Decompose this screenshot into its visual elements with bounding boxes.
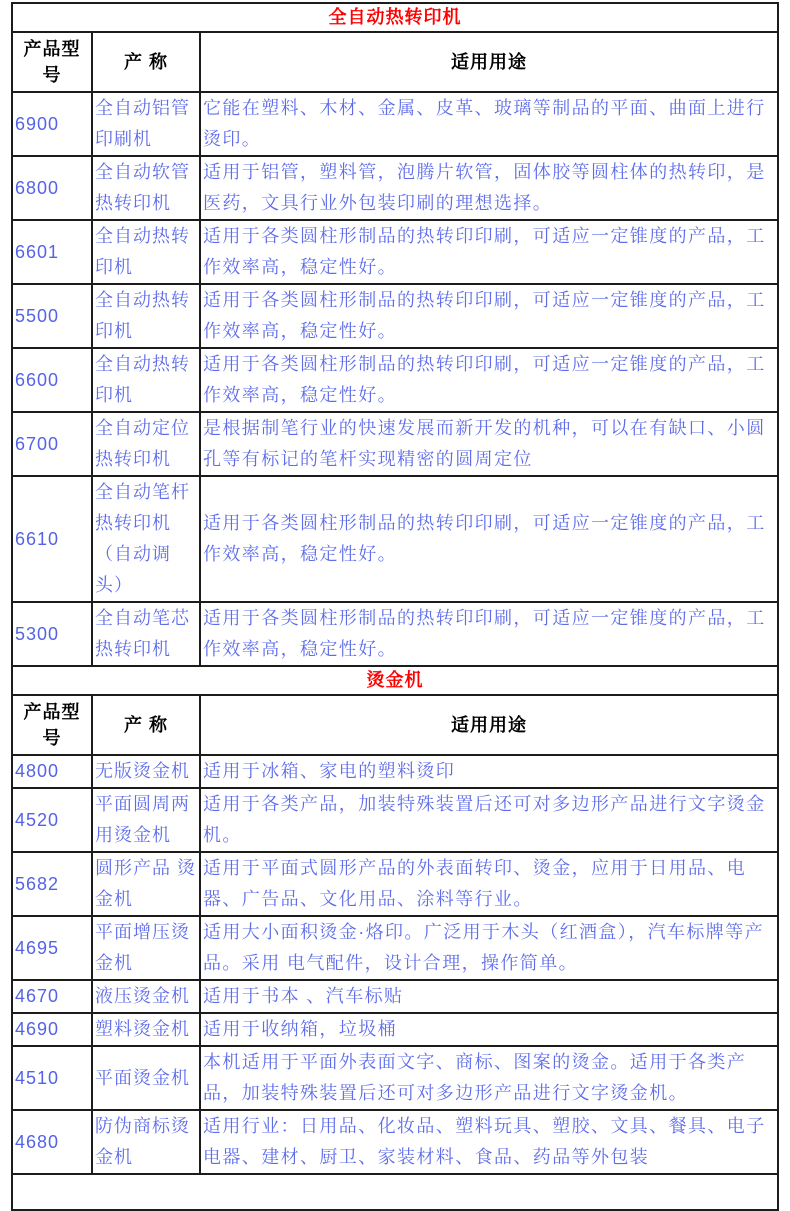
row-4690 — [12, 1013, 778, 1046]
row-4520 — [12, 788, 778, 852]
row-4695 — [12, 916, 778, 980]
usage-cell: 适用于收纳箱，垃圾桶 — [200, 1013, 778, 1046]
column-header-row — [12, 695, 778, 755]
usage-cell: 适用于各类圆柱形制品的热转印印刷，可适应一定锥度的产品，工作效率高，稳定性好。 — [200, 348, 778, 412]
model-cell: 4800 — [12, 755, 92, 788]
product-name-cell: 全自动铝管印刷机 — [92, 92, 200, 156]
row-6800 — [12, 156, 778, 220]
product-name-cell: 全自动笔杆热转印机（自动调头） — [92, 476, 200, 602]
product-name-cell: 全自动热转印机 — [92, 348, 200, 412]
column-header-row — [12, 32, 778, 92]
section-title-row — [12, 666, 778, 695]
product-table — [11, 2, 779, 1211]
partial-empty-cell — [12, 1174, 778, 1210]
model-cell: 4520 — [12, 788, 92, 852]
column-header-model: 产品型号 — [12, 32, 92, 92]
usage-cell: 适用于书本 、汽车标贴 — [200, 980, 778, 1013]
usage-cell: 适用大小面积烫金·烙印。广泛用于木头（红酒盒），汽车标牌等产品。采用 电气配件，设计合理，操作简单。 — [200, 916, 778, 980]
product-name-cell: 全自动笔芯热转印机 — [92, 602, 200, 666]
model-cell: 6800 — [12, 156, 92, 220]
row-4800 — [12, 755, 778, 788]
usage-cell: 适用于平面式圆形产品的外表面转印、烫金，应用于日用品、电器、广告品、文化用品、涂料等行业。 — [200, 852, 778, 916]
model-cell: 6700 — [12, 412, 92, 476]
row-5300 — [12, 602, 778, 666]
column-header-name: 产 称 — [92, 32, 200, 92]
row-4670 — [12, 980, 778, 1013]
row-4510 — [12, 1046, 778, 1110]
usage-cell: 适用于各类圆柱形制品的热转印印刷，可适应一定锥度的产品，工作效率高，稳定性好。 — [200, 476, 778, 602]
usage-cell: 适用于各类圆柱形制品的热转印印刷，可适应一定锥度的产品，工作效率高，稳定性好。 — [200, 284, 778, 348]
product-name-cell: 塑料烫金机 — [92, 1013, 200, 1046]
model-cell: 6600 — [12, 348, 92, 412]
usage-cell: 适用于各类圆柱形制品的热转印印刷，可适应一定锥度的产品，工作效率高，稳定性好。 — [200, 602, 778, 666]
usage-cell: 本机适用于平面外表面文字、商标、图案的烫金。适用于各类产品，加装特殊装置后还可对多边形产品进行文字烫金机。 — [200, 1046, 778, 1110]
usage-cell: 它能在塑料、木材、金属、皮革、玻璃等制品的平面、曲面上进行烫印。 — [200, 92, 778, 156]
product-name-cell: 平面增压烫金机 — [92, 916, 200, 980]
model-cell: 5500 — [12, 284, 92, 348]
model-cell: 4510 — [12, 1046, 92, 1110]
section-title-heat-transfer: 全自动热转印机 — [12, 3, 778, 32]
usage-cell: 是根据制笔行业的快速发展而新开发的机种，可以在有缺口、小圆孔等有标记的笔杆实现精密的圆周定位 — [200, 412, 778, 476]
product-name-cell: 平面圆周两用烫金机 — [92, 788, 200, 852]
usage-cell: 适用于铝管，塑料管，泡腾片软管，固体胶等圆柱体的热转印，是医药，文具行业外包装印刷的理想选择。 — [200, 156, 778, 220]
usage-cell: 适用行业：日用品、化妆品、塑料玩具、塑胶、文具、餐具、电子电器、建材、厨卫、家装材料、食品、药品等外包装 — [200, 1110, 778, 1174]
model-cell: 5682 — [12, 852, 92, 916]
model-cell: 6610 — [12, 476, 92, 602]
usage-cell: 适用于各类圆柱形制品的热转印印刷，可适应一定锥度的产品，工作效率高，稳定性好。 — [200, 220, 778, 284]
product-name-cell: 全自动热转印机 — [92, 284, 200, 348]
row-4680 — [12, 1110, 778, 1174]
row-5500 — [12, 284, 778, 348]
model-cell: 6601 — [12, 220, 92, 284]
product-name-cell: 平面烫金机 — [92, 1046, 200, 1110]
partial-empty-row — [12, 1174, 778, 1210]
product-name-cell: 全自动热转印机 — [92, 220, 200, 284]
column-header-usage: 适用用途 — [200, 695, 778, 755]
row-5682 — [12, 852, 778, 916]
row-6601 — [12, 220, 778, 284]
model-cell: 6900 — [12, 92, 92, 156]
row-6600 — [12, 348, 778, 412]
product-name-cell: 防伪商标烫金机 — [92, 1110, 200, 1174]
model-cell: 4670 — [12, 980, 92, 1013]
product-name-cell: 全自动软管热转印机 — [92, 156, 200, 220]
column-header-usage: 适用用途 — [200, 32, 778, 92]
product-name-cell: 无版烫金机 — [92, 755, 200, 788]
row-6610 — [12, 476, 778, 602]
row-6700 — [12, 412, 778, 476]
section-title-row — [12, 3, 778, 32]
model-cell: 4690 — [12, 1013, 92, 1046]
usage-cell: 适用于冰箱、家电的塑料烫印 — [200, 755, 778, 788]
usage-cell: 适用于各类产品，加装特殊装置后还可对多边形产品进行文字烫金机。 — [200, 788, 778, 852]
model-cell: 5300 — [12, 602, 92, 666]
column-header-model: 产品型号 — [12, 695, 92, 755]
section-title-hot-stamping: 烫金机 — [12, 666, 778, 695]
model-cell: 4680 — [12, 1110, 92, 1174]
row-6900 — [12, 92, 778, 156]
product-name-cell: 圆形产品 烫金机 — [92, 852, 200, 916]
product-name-cell: 全自动定位热转印机 — [92, 412, 200, 476]
column-header-name: 产 称 — [92, 695, 200, 755]
product-name-cell: 液压烫金机 — [92, 980, 200, 1013]
model-cell: 4695 — [12, 916, 92, 980]
